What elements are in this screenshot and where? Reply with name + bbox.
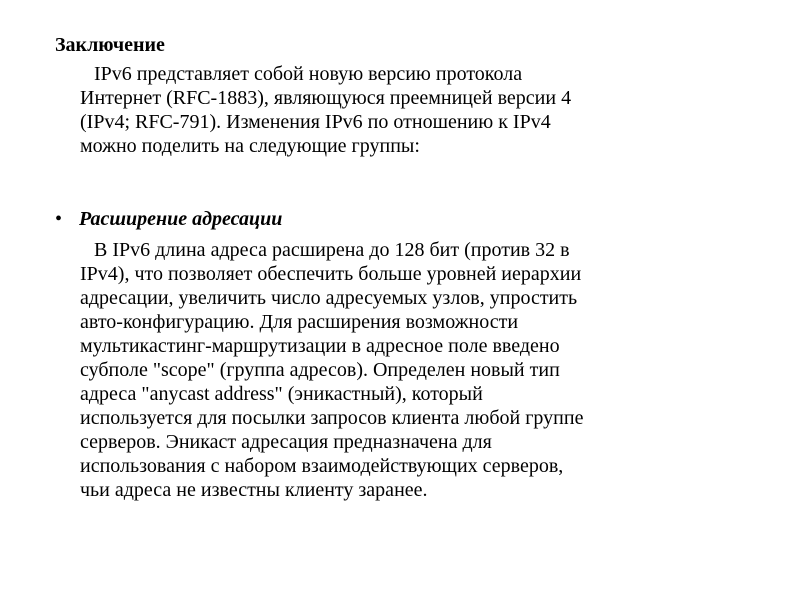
body-line: использования с набором взаимодействующих серверов, — [80, 455, 564, 477]
bullet-marker: • — [55, 208, 63, 230]
body-line: используется для посылки запросов клиента любой группе — [80, 407, 584, 429]
section-heading: Заключение — [55, 34, 165, 56]
bullet-title: Расширение адресации — [79, 208, 283, 230]
body-line: В IPv6 длина адреса расширена до 128 бит (против 32 в — [94, 239, 570, 261]
body-line: серверов. Эникаст адресация предназначена для — [80, 431, 492, 453]
body-line: адресации, увеличить число адресуемых узлов, упростить — [80, 287, 578, 309]
intro-paragraph — [80, 62, 780, 158]
body-line: IPv4), что позволяет обеспечить больше уровней иерархии — [80, 263, 582, 285]
intro-line: IPv6 представляет собой новую версию протокола — [94, 63, 523, 85]
intro-line: (IPv4; RFC-791). Изменения IPv6 по отношению к IPv4 — [80, 111, 551, 133]
intro-line: Интернет (RFC-1883), являющуюся преемницей версии 4 — [80, 87, 572, 109]
body-line: адреса "anycast address" (эникастный), который — [80, 383, 483, 405]
body-line: мультикастинг-маршрутизации в адресное поле введено — [80, 335, 560, 357]
body-line: субполе "scope" (группа адресов). Определен новый тип — [80, 359, 560, 381]
bullet-item — [55, 207, 282, 231]
body-line: чьи адреса не известны клиенту заранее. — [80, 479, 428, 501]
body-paragraph — [80, 238, 760, 502]
intro-line: можно поделить на следующие группы: — [80, 135, 420, 157]
body-line: авто-конфигурацию. Для расширения возможности — [80, 311, 519, 333]
